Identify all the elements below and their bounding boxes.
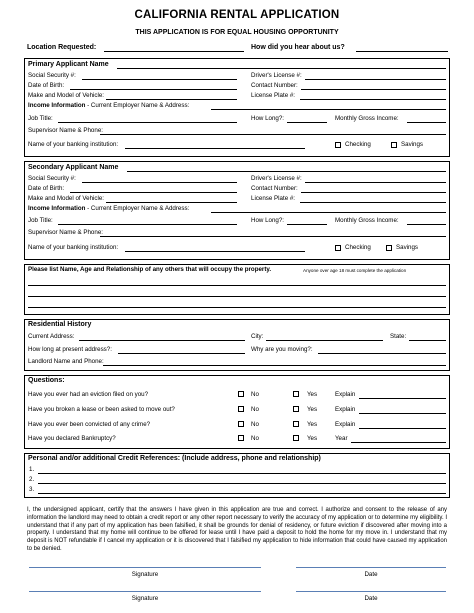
secondary-savings-checkbox[interactable]: [386, 245, 392, 251]
why-moving-field[interactable]: [318, 353, 446, 354]
secondary-how-long-field[interactable]: [287, 224, 327, 225]
state-label: State:: [390, 333, 407, 340]
bankruptcy-no-checkbox[interactable]: [238, 435, 244, 441]
primary-employer-field[interactable]: [211, 109, 446, 110]
form-subtitle: THIS APPLICATION IS FOR EQUAL HOUSING OPPORTUNITY: [135, 29, 339, 36]
bankruptcy-yes-label: Yes: [307, 435, 318, 442]
date-label-2: Date: [364, 595, 378, 602]
date-line-1[interactable]: [296, 567, 446, 568]
primary-income-label: [28, 102, 189, 110]
primary-applicant-heading: Primary Applicant Name: [28, 61, 109, 68]
signature-label-1: Signature: [131, 571, 159, 578]
secondary-vehicle-field[interactable]: [106, 202, 237, 203]
form-title: CALIFORNIA RENTAL APPLICATION: [134, 9, 340, 21]
primary-ssn-field[interactable]: [82, 79, 237, 80]
secondary-income-title: Income Information: [28, 205, 86, 212]
primary-supervisor-label: Supervisor Name & Phone:: [28, 127, 103, 134]
primary-income-title: Income Information: [28, 102, 86, 109]
convicted-explain-field[interactable]: [359, 428, 446, 429]
secondary-supervisor-label: Supervisor Name & Phone:: [28, 229, 103, 236]
eviction-no-label: No: [251, 391, 259, 398]
primary-plate-label: License Plate #:: [251, 92, 296, 99]
primary-checking-label: Checking: [345, 141, 371, 148]
reference-2-label: 2.: [29, 476, 35, 483]
primary-plate-field[interactable]: [300, 99, 446, 100]
secondary-savings-label: Savings: [396, 244, 419, 251]
lease-yes-label: Yes: [307, 406, 318, 413]
question-eviction: Have you ever had an eviction filed on you?: [28, 391, 149, 398]
date-label-1: Date: [364, 571, 378, 578]
secondary-bank-label: Name of your banking institution:: [28, 244, 119, 251]
primary-vehicle-field[interactable]: [106, 99, 237, 100]
primary-bank-field[interactable]: [125, 148, 305, 149]
primary-how-long-field[interactable]: [287, 122, 327, 123]
secondary-employer-field[interactable]: [211, 212, 446, 213]
lease-no-label: No: [251, 406, 259, 413]
eviction-yes-label: Yes: [307, 391, 318, 398]
primary-contact-label: Contact Number:: [251, 82, 298, 89]
reference-3-field[interactable]: [38, 493, 446, 494]
city-field[interactable]: [266, 340, 383, 341]
convicted-explain-label: Explain: [335, 421, 356, 428]
occupants-line-1[interactable]: [28, 285, 446, 286]
secondary-plate-field[interactable]: [300, 202, 446, 203]
reference-3-label: 3.: [29, 486, 35, 493]
secondary-ssn-label: Social Security #:: [28, 175, 76, 182]
question-bankruptcy: Have you declared Bankruptcy?: [28, 435, 116, 442]
certification-text: I, the undersigned applicant, certify that the answers I have given in this application are true and correct. I authorize and consent to the release of any information the landlord may need to obtain a credit report or any other report necessary to verify the accuracy of my application or to determine my eligibility. I understand that if any part of my application has been falsified, it shall be grounds for denial of residency, or future eviction if discovered after moving into a property. I understand that my home will continue to be offered for lease until I have paid a deposit to hold the home for my move in. I understand that my deposit is NOT refundable if I cancel my application or it is discovered that I falsified my application to hide information that could have caused my application to be denied.: [27, 507, 447, 552]
secondary-name-field[interactable]: [127, 171, 446, 172]
primary-dob-field[interactable]: [70, 89, 237, 90]
primary-job-title-field[interactable]: [58, 122, 237, 123]
location-requested-label: Location Requested:: [27, 44, 97, 51]
primary-how-long-label: How Long?:: [251, 115, 285, 122]
primary-checking-checkbox[interactable]: [335, 142, 341, 148]
primary-income-amount-field[interactable]: [407, 122, 446, 123]
how-long-address-field[interactable]: [118, 353, 245, 354]
secondary-supervisor-field[interactable]: [100, 236, 446, 237]
bankruptcy-year-label: Year: [335, 435, 348, 442]
primary-supervisor-field[interactable]: [100, 134, 446, 135]
primary-vehicle-label: Make and Model of Vehicle:: [28, 92, 105, 99]
eviction-yes-checkbox[interactable]: [293, 391, 299, 397]
occupants-line-3[interactable]: [28, 307, 446, 308]
secondary-bank-field[interactable]: [125, 251, 305, 252]
primary-ssn-label: Social Security #:: [28, 72, 76, 79]
convicted-yes-checkbox[interactable]: [293, 421, 299, 427]
date-line-2[interactable]: [296, 591, 446, 592]
convicted-no-label: No: [251, 421, 259, 428]
lease-no-checkbox[interactable]: [238, 406, 244, 412]
why-moving-label: Why are you moving?:: [251, 346, 313, 353]
occupants-note: Anyone over age 18 must complete the application: [303, 268, 407, 273]
secondary-checking-label: Checking: [345, 244, 371, 251]
secondary-income-amount-field[interactable]: [407, 224, 446, 225]
primary-dl-label: Driver's License #:: [251, 72, 302, 79]
state-field[interactable]: [409, 340, 446, 341]
current-address-field[interactable]: [79, 340, 245, 341]
how-heard-label: How did you hear about us?: [251, 44, 345, 51]
reference-1-field[interactable]: [38, 473, 446, 474]
primary-dl-field[interactable]: [305, 79, 446, 80]
landlord-field[interactable]: [103, 365, 446, 366]
secondary-job-title-label: Job Title:: [28, 217, 53, 224]
secondary-job-title-field[interactable]: [58, 224, 237, 225]
convicted-no-checkbox[interactable]: [238, 421, 244, 427]
question-convicted: Have you ever been convicted of any crime?: [28, 421, 151, 428]
lease-yes-checkbox[interactable]: [293, 406, 299, 412]
secondary-ssn-field[interactable]: [82, 182, 237, 183]
city-label: City:: [251, 333, 264, 340]
secondary-income-label: [28, 205, 189, 213]
references-heading: Personal and/or additional Credit References: (Include address, phone and relationship): [28, 455, 321, 462]
primary-savings-checkbox[interactable]: [391, 142, 397, 148]
primary-savings-label: Savings: [401, 141, 424, 148]
secondary-checking-checkbox[interactable]: [335, 245, 341, 251]
primary-name-field[interactable]: [117, 68, 446, 69]
eviction-no-checkbox[interactable]: [238, 391, 244, 397]
bankruptcy-no-label: No: [251, 435, 259, 442]
lease-explain-field[interactable]: [359, 413, 446, 414]
secondary-vehicle-label: Make and Model of Vehicle:: [28, 195, 105, 202]
primary-income-detail: - Current Employer Name & Address:: [85, 102, 190, 109]
question-broken-lease: Have you broken a lease or been asked to move out?: [28, 406, 175, 413]
lease-explain-label: Explain: [335, 406, 356, 413]
bankruptcy-year-field[interactable]: [351, 442, 446, 443]
signature-line-2[interactable]: [29, 591, 261, 592]
secondary-income-amount-label: Monthly Gross Income:: [335, 217, 399, 224]
location-requested-field[interactable]: [104, 51, 244, 52]
residential-history-heading: Residential History: [28, 321, 92, 328]
signature-line-1[interactable]: [29, 567, 261, 568]
occupants-heading: Please list Name, Age and Relationship of any others that will occupy the property.: [28, 266, 272, 273]
primary-job-title-label: Job Title:: [28, 115, 53, 122]
bankruptcy-yes-checkbox[interactable]: [293, 435, 299, 441]
secondary-dl-field[interactable]: [305, 182, 446, 183]
secondary-income-detail: - Current Employer Name & Address:: [85, 205, 190, 212]
eviction-explain-field[interactable]: [359, 398, 446, 399]
secondary-plate-label: License Plate #:: [251, 195, 296, 202]
secondary-applicant-heading: Secondary Applicant Name: [28, 164, 119, 171]
eviction-explain-label: Explain: [335, 391, 356, 398]
secondary-contact-label: Contact Number:: [251, 185, 298, 192]
secondary-contact-field[interactable]: [301, 192, 446, 193]
primary-dob-label: Date of Birth:: [28, 82, 65, 89]
reference-1-label: 1.: [29, 466, 35, 473]
occupants-line-2[interactable]: [28, 296, 446, 297]
secondary-dl-label: Driver's License #:: [251, 175, 302, 182]
how-heard-field[interactable]: [356, 51, 448, 52]
how-long-address-label: How long at present address?:: [28, 346, 112, 353]
landlord-label: Landlord Name and Phone:: [28, 358, 104, 365]
secondary-dob-label: Date of Birth:: [28, 185, 65, 192]
secondary-dob-field[interactable]: [70, 192, 237, 193]
current-address-label: Current Address:: [28, 333, 75, 340]
signature-label-2: Signature: [131, 595, 159, 602]
secondary-how-long-label: How Long?:: [251, 217, 285, 224]
primary-contact-field[interactable]: [301, 89, 446, 90]
questions-heading: Questions:: [28, 377, 65, 384]
reference-2-field[interactable]: [38, 483, 446, 484]
convicted-yes-label: Yes: [307, 421, 318, 428]
primary-income-amount-label: Monthly Gross Income:: [335, 115, 399, 122]
primary-bank-label: Name of your banking institution:: [28, 141, 119, 148]
